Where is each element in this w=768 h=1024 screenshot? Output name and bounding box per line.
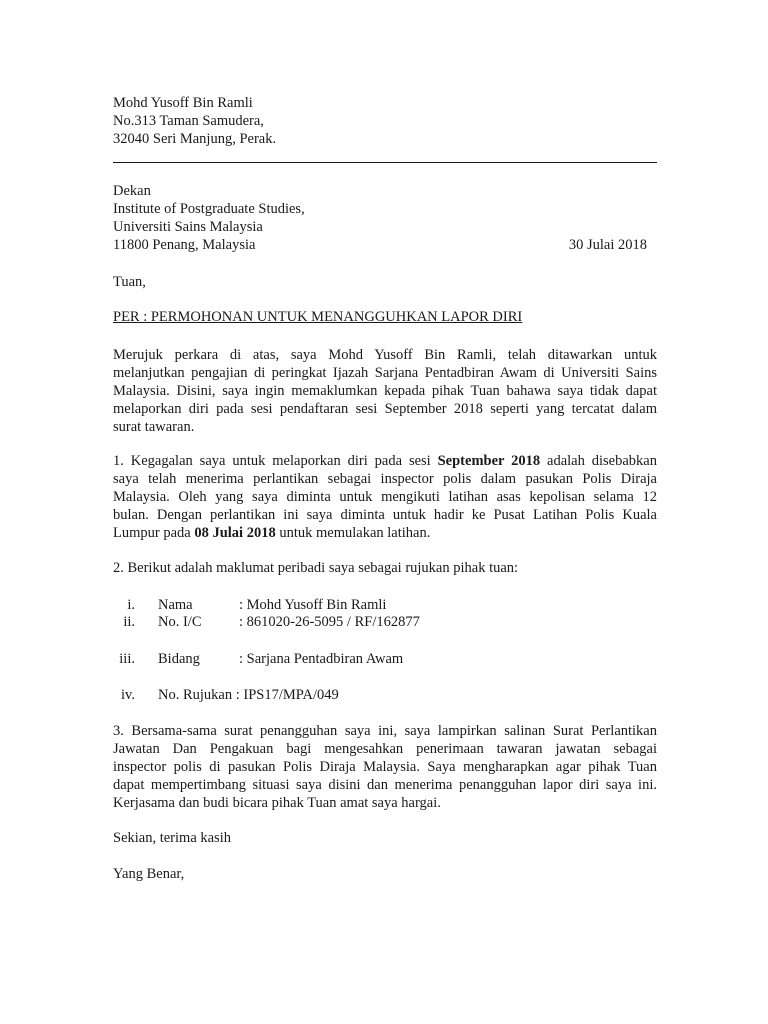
para1-line-5: surat tawaran.: [113, 419, 195, 435]
para2-line-5: [113, 524, 657, 542]
recipient-line-1: Dekan: [113, 183, 151, 199]
closing-signoff: Yang Benar,: [113, 866, 185, 882]
para1-line-3: Malaysia. Disini, saya ingin memaklumkan kepada pihak Tuan bahawa saya tidak dapat: [113, 383, 657, 399]
letter-date: 30 Julai 2018: [568, 237, 647, 253]
closing-thanks: Sekian, terima kasih: [113, 830, 231, 846]
para4-line-4: dapat mempertimbang situasi saya disini dan menerima penangguhan lapor diri saya ini.: [113, 777, 657, 793]
para1-line-1: Merujuk perkara di atas, saya Mohd Yusoff Bin Ramli, telah ditawarkan untuk: [113, 347, 657, 363]
para2-line-1-text-a: 1. Kegagalan saya untuk melaporkan diri pada sesi: [113, 453, 438, 469]
sender-address-line-2: 32040 Seri Manjung, Perak.: [113, 131, 277, 147]
training-date-bold: 08 Julai 2018: [194, 525, 276, 541]
sender-address: [113, 94, 657, 148]
para2-line-2: saya telah menerima perlantikan sebagai inspector polis dalam pasukan Polis Diraja: [113, 471, 657, 487]
recipient-line-4-row: [113, 236, 657, 254]
list-item-value: : Mohd Yusoff Bin Ramli: [239, 597, 387, 613]
para2-line-4: bulan. Dengan perlantikan ini saya diminta untuk hadir ke Pusat Latihan Polis Kuala: [113, 507, 657, 523]
letter-subject: PER : PERMOHONAN UNTUK MENANGGUHKAN LAPOR DIRI: [113, 309, 523, 325]
list-item-value: : Sarjana Pentadbiran Awam: [239, 651, 404, 667]
list-item-number: iv.: [121, 687, 135, 703]
list-item-number: i.: [127, 597, 135, 613]
list-item-number: iii.: [119, 651, 135, 667]
recipient-line-2: Institute of Postgraduate Studies,: [113, 201, 305, 217]
paragraph-intro: [113, 346, 657, 436]
list-item-label: No. I/C: [158, 614, 202, 630]
paragraph-3: [113, 722, 657, 812]
sender-name: Mohd Yusoff Bin Ramli: [113, 95, 253, 111]
para2-line-5-text-a: Lumpur pada: [113, 525, 195, 541]
para4-line-2: Jawatan Dan Pengakuan bagi mengesahkan penerimaan tawaran jawatan sebagai: [113, 741, 657, 757]
header-divider: [113, 162, 657, 163]
list-item-label: Nama: [158, 597, 193, 613]
recipient-line-3: Universiti Sains Malaysia: [113, 219, 263, 235]
recipient-address: [113, 182, 657, 254]
list-item-value: : 861020-26-5095 / RF/162877: [239, 614, 420, 630]
paragraph-1: [113, 452, 657, 542]
list-item-label: No. Rujukan : IPS17/MPA/049: [158, 687, 339, 703]
session-date-bold: September 2018: [437, 453, 541, 469]
para2-line-1-text-c: adalah disebabkan: [540, 453, 657, 469]
sender-address-line-1: No.313 Taman Samudera,: [113, 113, 264, 129]
para1-line-2: melanjutkan pengajian di peringkat Ijazah Sarjana Pentadbiran Awam di Universiti Sains: [113, 365, 657, 381]
list-item-label: Bidang: [158, 651, 200, 667]
para1-line-4: melaporkan diri pada sesi pendaftaran sesi September 2018 seperti yang tercatat dalam: [113, 401, 657, 417]
para2-line-3: Malaysia. Oleh yang saya diminta untuk mengikuti latihan asas kepolisan selama 12: [113, 489, 657, 505]
para4-line-1: 3. Bersama-sama surat penangguhan saya ini, saya lampirkan salinan Surat Perlantikan: [113, 723, 657, 739]
recipient-line-4: 11800 Penang, Malaysia: [113, 237, 256, 253]
para2-line-5-text-c: untuk memulakan latihan.: [275, 525, 431, 541]
para4-line-3: inspector polis di pasukan Polis Diraja Malaysia. Saya mengharapkan agar pihak Tuan: [113, 759, 657, 775]
para4-line-5: Kerjasama dan budi bicara pihak Tuan amat saya hargai.: [113, 795, 441, 811]
paragraph-2: 2. Berikut adalah maklumat peribadi saya sebagai rujukan pihak tuan:: [113, 560, 519, 576]
para2-line-1: [113, 452, 657, 470]
salutation: Tuan,: [113, 274, 146, 290]
list-item-number: ii.: [123, 614, 135, 630]
